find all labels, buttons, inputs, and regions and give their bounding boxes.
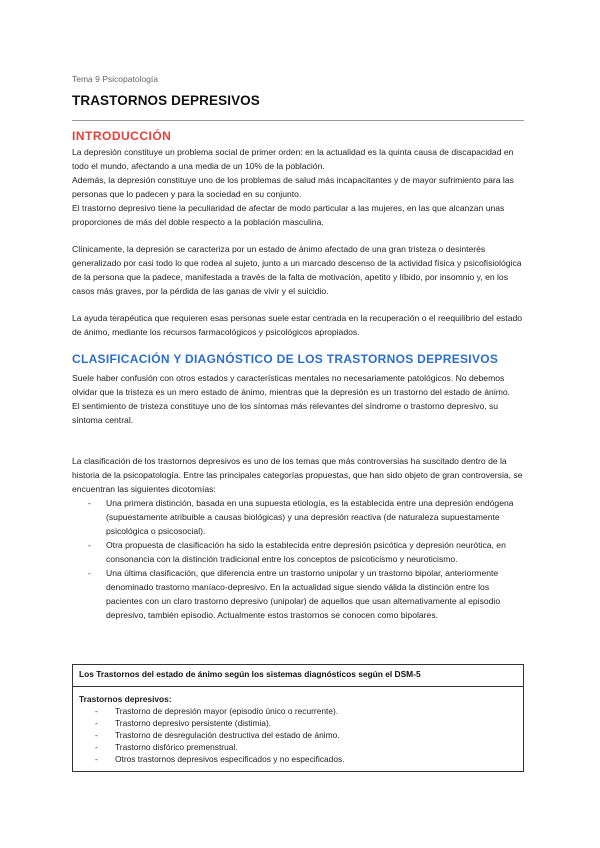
intro-paragraph-3: El trastorno depresivo tiene la peculiaridad de afectar de modo particular a las mujeres, en las que alcanzan unas proporciones de más del doble respecto a la población masculina. <box>72 203 505 227</box>
clasificacion-paragraphs-block <box>72 371 524 427</box>
intro-paragraph-4: Clínicamente, la depresión se caracteriza por un estado de ánimo afectado de una gran tristeza o desinterés generalizado por casi todo lo que rodea al sujeto, junto a un marcado descenso de la actividad física y psicofisiológica de la persona que la padece, manifestada a través de la falta de motivación, apetito y líbido, por insomnio y, en los casos más graves, por la pérdida de las ganas de vivir y el suicidio. <box>72 244 522 296</box>
intro-paragraph-1: La depresión constituye un problema social de primer orden: en la actualidad es la quinta causa de discapacidad en todo el mundo, afectando a una media de un 10% de la población. <box>72 147 514 171</box>
list-item: - Una última clasificación, que diferencia entre un trastorno unipolar y un trastorno bipolar, anteriormente denominado trastorno maníaco-depresivo. En la actualidad sigue siendo válida la distinción entre los pacientes con un claro trastorno depresivo (unipolar) de aquellos que usan alternativamente al episodio depresivo, también episodio. Actualmente estos trastornos se conocen como bipolares. <box>88 566 524 622</box>
list-item: - Trastorno disfórico premenstrual. <box>95 741 517 753</box>
header-subtitle: Tema 9 Psicopatología <box>72 74 158 84</box>
section-heading-clasificacion: CLASIFICACIÓN Y DIAGNÓSTICO DE LOS TRASTORNOS DEPRESIVOS <box>72 352 499 366</box>
page-title: TRASTORNOS DEPRESIVOS <box>72 93 260 108</box>
dichotomies-list <box>88 496 524 622</box>
clasificacion-paragraph-1: Suele haber confusión con otros estados y características mentales no necesariamente patológicos. No debemos olvidar que la tristeza es un mero estado de ánimo, mientras que la depresión es un trastorno del estado de ánimo. <box>72 373 511 397</box>
dsm5-table-title: Los Trastornos del estado de ánimo según los sistemas diagnósticos según el DSM-5 <box>73 665 523 687</box>
intro-paragraph-2: Además, la depresión constituye uno de los problemas de salud más incapacitantes y de mayor sufrimiento para las personas que lo padecen y para la sociedad en su conjunto. <box>72 175 514 199</box>
dsm5-disorders-list <box>79 705 517 765</box>
clasificacion-paragraph-3: La clasificación de los trastornos depresivos es uno de los temas que más controversias ha suscitado dentro de la historia de la psicopatología. Entre las principales categorías propuestas, que han sido objeto de gran controversia, se encuentran las siguientes dicotomías: <box>72 456 523 494</box>
intro-paragraphs-block <box>72 145 524 229</box>
section-heading-introduccion: INTRODUCCIÓN <box>72 129 172 143</box>
list-item: - Trastorno depresivo persistente (distimia). <box>95 717 517 729</box>
list-item: - Trastorno de depresión mayor (episodio único o recurrente). <box>95 705 517 717</box>
title-divider <box>72 120 524 121</box>
dsm5-table-box <box>72 664 524 772</box>
list-item: - Una primera distinción, basada en una supuesta etiología, es la establecida entre una depresión endógena (supuestamente atribuible a causas biológicas) y una depresión reactiva (de naturaleza supuestamente psicológica o psicosocial). <box>88 496 524 538</box>
intro-paragraph-5: La ayuda terapéutica que requieren esas personas suele estar centrada en la recuperación o el reequilibrio del estado de ánimo, mediante los recursos farmacológicos y psicológicos apropiados. <box>72 313 523 337</box>
list-item: - Trastorno de desregulación destructiva del estado de ánimo. <box>95 729 517 741</box>
dsm5-table-body <box>73 687 523 765</box>
list-item: - Otra propuesta de clasificación ha sido la establecida entre depresión psicótica y depresión neurótica, en consonancia con la distinción tradicional entre los conceptos de psicoticismo y neuroticismo. <box>88 538 524 566</box>
clasificacion-paragraph-2: El sentimiento de tristeza constituye uno de los síntomas más relevantes del síndrome o trastorno depresivo, su síntoma central. <box>72 401 499 425</box>
dsm5-table-subtitle: Trastornos depresivos: <box>79 694 172 704</box>
list-item: - Otros trastornos depresivos especificados y no especificados. <box>95 753 517 765</box>
